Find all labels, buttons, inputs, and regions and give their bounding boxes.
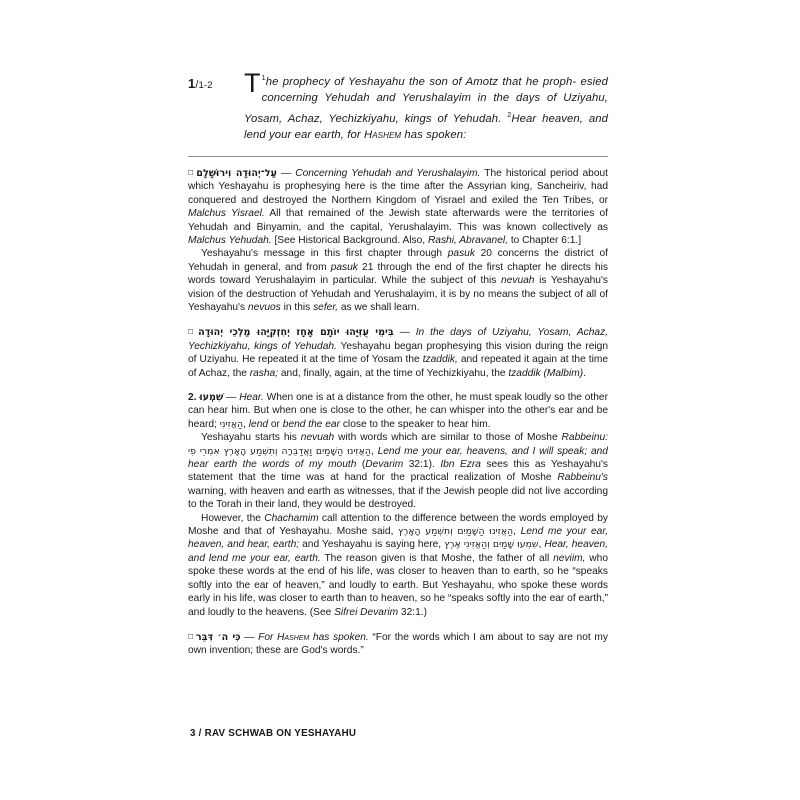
hebrew-inline-quote: הַאֲזִינוּ הַשָּׁמַיִם וַאֲדַבֵּרָה וְתִשְׁמַע הָאָרֶץ אִמְרֵי פִי: [188, 445, 371, 457]
entry-1-p2-a: Yeshayahu's message in this first chapter through: [201, 248, 448, 260]
entry-1-italic-2: Malchus Yehudah.: [188, 234, 272, 246]
entry-3-body-b: ,: [243, 418, 249, 430]
entry-2-body-b: and repeated it again at the time of Achaz, the: [188, 354, 609, 379]
entry-3-p2-e: 32:1).: [403, 459, 441, 471]
chapter-slash: /: [195, 79, 199, 91]
entry-3-p2-f: sees this as Yeshayahu's statement that the time was at hand for the practical realization of Moshe: [188, 459, 608, 484]
entry-2-it-1: tzaddik,: [422, 354, 458, 366]
entry-3-p2-it-4: Devarim: [365, 459, 404, 471]
hebrew-inline-term: הַאֲזִינִי: [219, 418, 244, 430]
commentary-entry-3: [188, 391, 608, 431]
em-dash: —: [276, 167, 296, 179]
entry-3-it-1: lend: [248, 418, 269, 430]
entry-3-p2-c: ,: [370, 445, 378, 457]
entry-1-body-a: The historical period about which Yeshayahu is prophesying here is the time after the Assyrian king, Sancheiriv, had conquered and destroyed the Northern Kingdom of Yisrael and exiled the Ten Tribes, or: [188, 167, 609, 206]
entry-3-p2-it-6: Rabbeinu's: [557, 472, 608, 484]
hebrew-lemma: בִּימֵי עֻזִּיָּהוּ יוֹתָם אָחָז יְחִזְקִיָּהוּ מַלְכֵי יְהוּדָה: [198, 327, 394, 339]
entry-1-p2-it-2: pasuk: [330, 261, 358, 273]
entry-3-p3-f: The reason given is that Moshe, the father of all: [320, 552, 554, 564]
entry-1-p2-c: 21 through the end of the first chapter he directs his words toward Yerushalayim in particular. While the subject of this: [188, 261, 608, 287]
commentary-entry-3-paragraph-3: [188, 512, 608, 619]
em-dash: —: [223, 392, 240, 403]
entry-3-p2-it-5: Ibn Ezra: [440, 459, 481, 471]
verse-2-text-a: Hear heaven, and lend your ear earth, for: [244, 112, 608, 142]
entry-2-body-a: Yeshayahu began prophesying this vision during the reign of Uziyahu. He repeated it at the time of Yosam the: [188, 340, 608, 366]
verse-range: 1-2: [198, 80, 213, 91]
entry-3-p2-b: with words which are similar to those of Moshe: [334, 432, 562, 444]
commentary-entry-1-paragraph-2: [188, 247, 608, 314]
scripture-verse-block: [188, 60, 608, 144]
entry-1-p2-it-4: nevuos: [247, 301, 281, 313]
drop-cap: T: [244, 68, 261, 98]
entry-3-p3-e: ,: [538, 539, 545, 551]
entry-3-p3-it-1: Chachamim: [264, 512, 319, 524]
verse-2-text-b: has spoken:: [401, 129, 467, 142]
entry-4-body: “For the words which I am about to say are not my own invention; these are God's words.”: [188, 631, 608, 657]
entry-3-p3-it-4: neviim,: [553, 552, 586, 564]
commentary-entry-1: [188, 166, 608, 247]
hashem-name: Hashem: [277, 631, 310, 643]
entry-1-p2-it-3: nevuah: [501, 275, 535, 287]
entry-3-p3-h: 32:1.): [398, 606, 427, 618]
entry-1-p2-b: 20 concerns the district of Yehudah in general, and from: [188, 248, 608, 273]
entry-3-p2-it-1: nevuah: [300, 432, 335, 444]
verse-number-label: 2.: [188, 392, 197, 403]
entry-3-p2-it-2: Rabbeinu:: [561, 432, 608, 444]
entry-1-body-b: All that remained of the Jewish state afterwards were the territories of Yehudah and Binyamin, and the capital, Yerushalayim. This was known collectively as: [188, 208, 609, 233]
entry-3-p3-a: However, the: [201, 512, 265, 524]
entry-3-body-a: When one is at a distance from the other, he must speak loudly so the other can hear him. But when one is close to the other, he can whisper into the other's ear and be heard;: [188, 392, 608, 430]
hebrew-lemma: כִּי ה׳ דִּבֵּר: [195, 631, 241, 643]
hebrew-inline-quote: הַאֲזִינוּ הַשָּׁמַיִם וְתִשְׁמַע הָאָרֶץ: [398, 526, 514, 538]
entry-2-body-d: .: [583, 367, 586, 379]
entry-2-it-2: rasha;: [249, 367, 279, 379]
square-bullet-icon: □: [188, 166, 195, 177]
entry-1-p2-d: is Yeshayahu's vision of the destruction of Yehudah and Yerushalayim, it is by no means the subject of all of Yeshayahu's: [188, 275, 609, 313]
entry-3-it-2: bend the ear: [282, 418, 340, 430]
entry-3-p3-b: call attention to the difference between the words employed by Moshe and that of Yeshayahu. Moshe said,: [188, 512, 608, 538]
chapter-reference: [188, 60, 244, 95]
entry-1-body-d: to Chapter 6:1.]: [507, 234, 582, 246]
entry-3-p3-d: and Yeshayahu is saying here,: [299, 539, 445, 551]
entry-1-p2-it-5: sefer,: [313, 301, 338, 313]
entry-3-body-d: close to the speaker to hear him.: [340, 418, 491, 430]
entry-3-p3-it-5: Sifrei Devarim: [334, 606, 399, 618]
verse-1-text-b: esied concerning Yehudah and Yerushalayim in the days of Uziyahu, Yosam, Achaz, Yechizkiyahu, kings of Yehudah.: [244, 75, 608, 125]
entry-1-body-c: [See Historical Background. Also,: [271, 234, 428, 246]
entry-3-p2-a: Yeshayahu starts his: [201, 432, 301, 444]
hebrew-lemma: עַל־יְהוּדָה וִירוּשָׁלִָם: [196, 167, 277, 179]
entry-2-it-3: tzaddik (Malbim): [508, 367, 584, 379]
verse-text: [244, 60, 608, 144]
hashem-name: Hashem: [363, 129, 402, 142]
entry-3-p3-it-2: Lend me your ear, heaven, and hear, earth;: [188, 526, 608, 551]
entry-3-p2-g: warning, with heaven and earth as witnesses, that if the Jewish people did not live according to the Torah in their land, they would be destroyed.: [188, 485, 608, 511]
entry-1-p2-f: as we shall learn.: [337, 301, 420, 313]
entry-3-body-c: or: [268, 418, 283, 430]
verse-2-marker: 2: [507, 109, 512, 119]
chapter-number: 1: [188, 76, 196, 91]
entry-1-italic-3: Rashi, Abravanel,: [427, 234, 508, 246]
lemma-translation: Concerning Yehudah and Yerushalayim.: [295, 167, 481, 179]
page-footer: 3 / RAV SCHWAB ON YESHAYAHU: [190, 728, 357, 739]
hebrew-lemma: שִׁמְעוּ: [199, 392, 224, 403]
entry-3-p3-c: ,: [513, 526, 521, 538]
em-dash: —: [393, 327, 416, 339]
commentary-entry-2: [188, 325, 608, 380]
entry-3-p3-it-3: Hear, heaven, and lend me your ear, earth.: [188, 539, 608, 564]
verse-1-marker: 1: [261, 73, 266, 82]
square-bullet-icon: □: [188, 326, 197, 337]
commentary-entry-3-paragraph-2: [188, 431, 608, 511]
commentary-section: [188, 166, 608, 658]
entry-1-p2-it-1: pasuk: [447, 248, 475, 260]
entry-3-p3-g: who spoke these words at the end of his life, was closer to heaven than to earth, so he “speaks softly into the ear of heaven,” and loudly to earth. But Yeshayahu, who spoke these words early in his life, was closer to earth than to heaven, so he “speaks softly into the ear of earth,” and loudly to the heavens. (See: [188, 552, 608, 618]
entry-3-p2-it-3: Lend me your ear, heavens, and I will speak; and hear earth the words of my mouth: [188, 445, 608, 471]
commentary-entry-4: [188, 630, 608, 658]
em-dash: —: [240, 631, 259, 643]
square-bullet-icon: □: [188, 630, 194, 641]
hebrew-inline-quote: שִׁמְעוּ שָׁמַיִם וְהַאֲזִינִי אֶרֶץ: [444, 539, 539, 551]
verse-1-text-a: he prophecy of Yeshayahu the son of Amotz that he proph-: [265, 75, 577, 88]
entry-2-body-c: and, finally, again, at the time of Yechizkiyahu, the: [278, 367, 509, 379]
lemma-translation: Hear.: [239, 392, 264, 403]
lemma-translation: In the days of Uziyahu, Yosam, Achaz, Yechizkiyahu, kings of Yehudah.: [188, 327, 608, 352]
entry-1-italic-1: Malchus Yisrael.: [188, 208, 265, 220]
lemma-translation-a: For: [258, 631, 278, 643]
entry-3-p2-d: (: [356, 459, 366, 471]
entry-1-p2-e: in this: [280, 301, 314, 313]
section-divider: [188, 156, 608, 157]
page-content: [188, 60, 608, 658]
lemma-translation-b: has spoken.: [309, 631, 369, 643]
